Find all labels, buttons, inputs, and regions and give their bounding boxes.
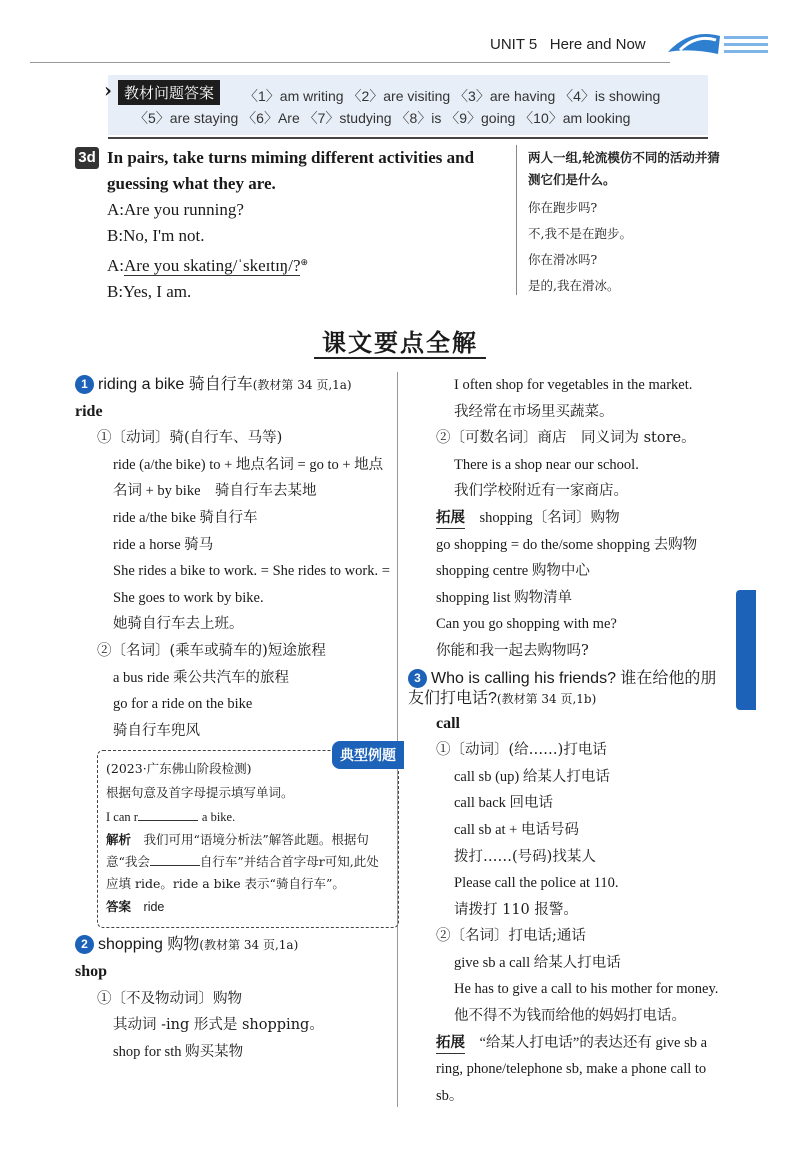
activity-instruction: In pairs, take turns miming different activities and guessing what they are. [107,148,475,193]
usage-line: I often shop for vegetables in the market. [454,377,693,393]
extension-label: 拓展 [436,1033,465,1054]
usage-line: Please call the police at 110. [454,875,619,892]
chevron-right-icon: › [104,78,112,102]
usage-line: call back 回电话 [454,795,554,812]
answers-line-1: 〈1〉am writing 〈2〉are visiting 〈3〉are having 〈4〉is showing [244,88,661,104]
point-source: (教材第 34 页,1a) [252,378,352,392]
activity-translation [528,145,728,299]
dialogue-line: A:Are you skating/ˈskeɪtɪŋ/?⊕ [107,256,309,275]
extension-line: go shopping = do the/some shopping 去购物 [436,536,698,553]
dialogue-line: B:Yes, I am. [107,282,192,301]
usage-line: 请拨打 110 报警。 [454,901,578,918]
point-heading: Who is calling his friends? 谁在给他的朋友们打电话? [408,669,717,707]
usage-line: 我们学校附近有一家商店。 [454,483,628,500]
example-answer: 答案 ride [106,899,165,915]
usage-line: ride a horse 骑马 [113,536,214,553]
point-number-badge: 3 [408,669,427,688]
usage-line: ride (a/the bike) to + 地点名词 = go to + 地点名词 + by bike 骑自行车去某地 [113,456,384,500]
usage-line: 她骑自行车去上班。 [113,616,244,633]
usage-line: He has to give a call to his mother for money. 他不得不为钱而给他的妈妈打电话。 [454,981,719,1025]
point-source: (教材第 34 页,1b) [496,691,597,706]
point-source: (教材第 34 页,1a) [199,938,299,953]
sense-heading: ①〔动词〕骑(自行车、马等) [97,430,283,447]
usage-line: call sb (up) 给某人打电话 [454,768,610,785]
point-2 [75,932,390,1065]
usage-line: call sb at + 电话号码 [454,821,579,838]
dialogue-line: B:No, I'm not. [107,226,205,245]
column-divider [516,145,517,295]
point-heading: shopping 购物 [98,936,200,954]
example-source: (2023·广东佛山阶段检测) [106,761,252,777]
sense-heading: ②〔名词〕打电话;通话 [436,928,586,945]
usage-line: shop for sth 购买某物 [113,1043,244,1060]
publisher-logo-icon [660,22,770,64]
usage-line: 拨打……(号码)找某人 [454,848,596,865]
sense-heading: ①〔动词〕(给……)打电话 [436,742,607,759]
sense-heading: ②〔名词〕(乘车或骑车的)短途旅程 [97,642,326,659]
keyword: ride [75,402,103,420]
example-question: I can r a bike. [106,805,390,829]
usage-line: ride a/the bike 骑自行车 [113,509,258,526]
header-rule [30,62,670,63]
side-tab [736,590,756,710]
extension-line: shopping list 购物清单 [436,589,573,606]
extension-line: Can you go shopping with me? [436,616,617,633]
usage-line: 我经常在市场里买蔬菜。 [454,403,614,420]
extension-label: 拓展 [436,508,465,529]
left-column [75,372,396,1065]
translation-line: 不,我不是在跑步。 [528,226,632,241]
column-divider [397,372,398,1107]
extension-line: shopping centre 购物中心 [436,563,590,580]
example-analysis: 解析 我们可用“语境分析法”解答此题。根据句意“我会 自行车”并结合首字母r可知,此处应填 ride。ride a bike 表示“骑自行车”。 [106,832,379,892]
answer-box-rule [108,137,708,139]
extension-line: 拓展 “给某人打电话”的表达还有 give sb a ring, phone/telephone sb, make a phone call to sb。 [436,1034,708,1104]
usage-line: 骑自行车兜风 [113,722,200,739]
translation-line: 你在跑步吗? [528,200,598,215]
keyword: shop [75,962,108,980]
usage-line: give sb a call 给某人打电话 [454,954,621,971]
point-1 [75,372,390,744]
translation-line: 是的,我在滑冰。 [528,278,620,293]
usage-line: a bus ride 乘公共汽车的旅程 [113,669,289,686]
sense-heading: ①〔不及物动词〕购物 [97,990,242,1007]
right-column [408,372,728,1109]
point-heading: riding a bike 骑自行车 [98,376,253,393]
usage-line: go for a ride on the bike [113,696,253,713]
dialogue-line: A:Are you running? [107,200,244,219]
example-prompt: 根据句意及首字母提示填写单词。 [106,785,294,801]
extension-line: 你能和我一起去购物吗? [436,642,589,659]
example-box [97,747,399,928]
example-tag: 典型例题 [332,741,404,769]
answer-blank [138,806,198,821]
translation-instruction: 两人一组,轮流模仿不同的活动并猜测它们是什么。 [528,150,720,187]
answer-tag: 教材问题答案 [118,80,220,105]
point-number-badge: 2 [75,935,94,954]
activity-english [107,145,507,305]
point-3 [408,669,728,709]
answers-line-2: 〈5〉are staying 〈6〉Are 〈7〉studying 〈8〉is 〈9〉going 〈10〉am looking [134,110,631,126]
usage-line: She rides a bike to work. = She rides to work. = She goes to work by bike. [113,563,390,606]
keyword: call [436,714,460,732]
point-number-badge: 1 [75,375,94,394]
extension-heading: 拓展 shopping〔名词〕购物 [408,505,728,532]
running-header [490,36,646,53]
usage-line: 其动词 -ing 形式是 shopping。 [113,1017,324,1034]
section-title: 课文要点全解 [0,323,800,358]
sense-heading: ②〔可数名词〕商店 同义词为 store。 [436,430,696,447]
unit-title: Here and Now [549,36,646,53]
unit-label: UNIT 5 [490,36,538,53]
activity-badge: 3d [75,147,99,169]
translation-line: 你在滑冰吗? [528,252,598,267]
usage-line: There is a shop near our school. [454,456,639,473]
